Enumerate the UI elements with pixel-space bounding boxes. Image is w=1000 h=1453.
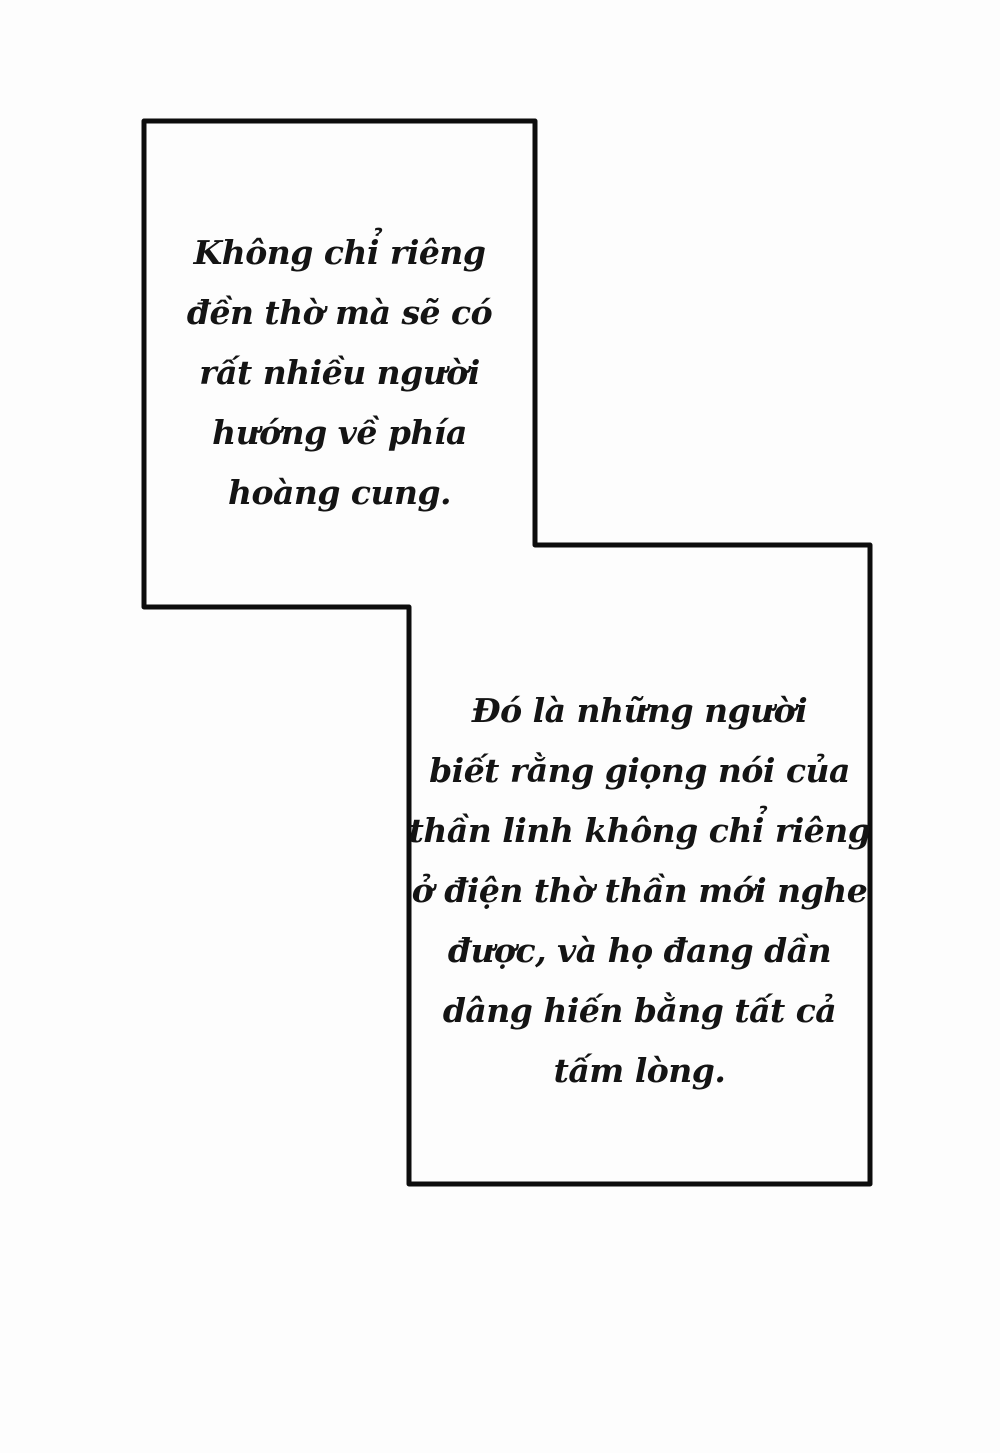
- dialogue-line: hướng về phía: [212, 413, 467, 452]
- dialogue-line: hoàng cung.: [227, 473, 452, 512]
- dialogue-line: tấm lòng.: [553, 1050, 726, 1090]
- dialogue-line: rất nhiều người: [199, 353, 480, 392]
- narration-box-1: [144, 130, 535, 616]
- narration-box-2: [409, 571, 870, 1210]
- dialogue-line: biết rằng giọng nói của: [429, 750, 850, 790]
- dialogue-line: đền thờ mà sẽ có: [186, 293, 493, 332]
- dialogue-line: Đó là những người: [471, 690, 808, 730]
- dialogue-line: ở điện thờ thần mới nghe: [411, 870, 868, 910]
- dialogue-line: thần linh không chỉ riêng: [408, 810, 871, 850]
- dialogue-line: được, và họ đang dần: [447, 930, 832, 970]
- dialogue-line: Không chỉ riêng: [193, 233, 486, 272]
- dialogue-line: dâng hiến bằng tất cả: [442, 990, 837, 1030]
